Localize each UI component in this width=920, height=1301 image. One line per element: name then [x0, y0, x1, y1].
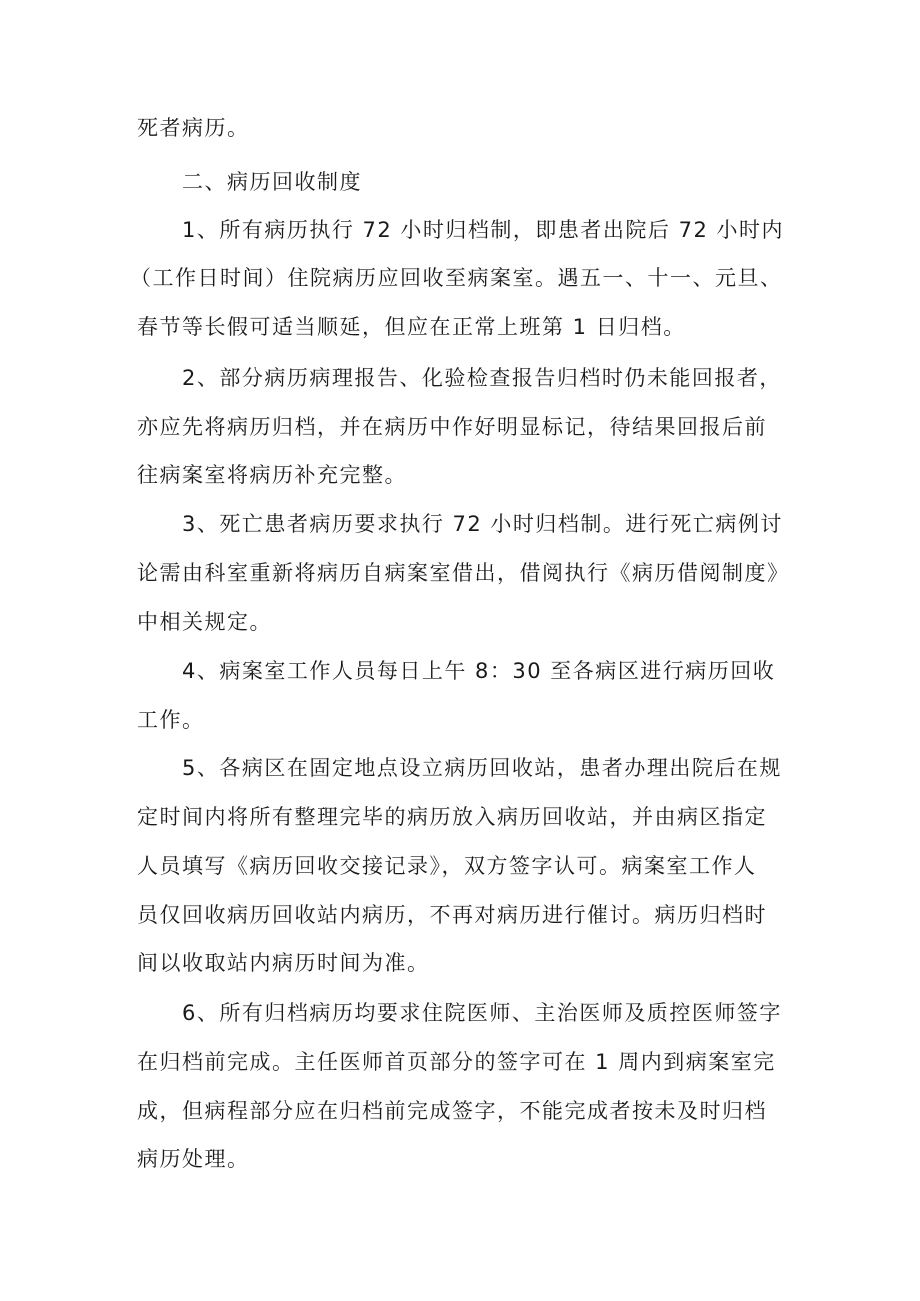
- text-line: 6、所有归档病历均要求住院医师、主治医师及质控医师签字: [182, 1001, 782, 1025]
- text-line: 定时间内将所有整理完毕的病历放入病历回收站，并由病区指定: [137, 805, 767, 829]
- text-line: 亦应先将病历归档，并在病历中作好明显标记，待结果回报后前: [137, 415, 767, 439]
- text-line: 病历处理。: [137, 1147, 250, 1171]
- text-line: 5、各病区在固定地点设立病历回收站，患者办理出院后在规: [182, 756, 782, 780]
- text-line: 工作。: [137, 708, 205, 732]
- text-line: （工作日时间）住院病历应回收至病案室。遇五一、十一、元旦、: [130, 266, 783, 290]
- text-line: 论需由科室重新将病历自病案室借出，借阅执行《病历借阅制度》: [137, 561, 790, 585]
- text-line: 2、部分病历病理报告、化验检查报告归档时仍未能回报者，: [182, 366, 782, 390]
- text-line: 成，但病程部分应在归档前完成签字，不能完成者按未及时归档: [137, 1099, 767, 1123]
- text-line: 春节等长假可适当顺延，但应在正常上班第 1 日归档。: [137, 315, 686, 339]
- text-line: 3、死亡患者病历要求执行 72 小时归档制。进行死亡病例讨: [182, 512, 783, 536]
- text-line: 往病案室将病历补充完整。: [137, 463, 407, 487]
- text-line: 间以收取站内病历时间为准。: [137, 951, 430, 975]
- text-line: 中相关规定。: [137, 610, 272, 634]
- text-line: 4、病案室工作人员每日上午 8：30 至各病区进行病历回收: [182, 659, 776, 683]
- text-line: 人员填写《病历回收交接记录》，双方签字认可。病案室工作人: [137, 854, 757, 878]
- text-line: 员仅回收病历回收站内病历，不再对病历进行催讨。病历归档时: [137, 903, 767, 927]
- section-heading: 二、病历回收制度: [182, 170, 362, 194]
- text-line: 在归档前完成。主任医师首页部分的签字可在 1 周内到病案室完: [137, 1050, 776, 1074]
- text-line: 死者病历。: [137, 116, 250, 140]
- text-line: 1、所有病历执行 72 小时归档制，即患者出院后 72 小时内: [182, 218, 785, 242]
